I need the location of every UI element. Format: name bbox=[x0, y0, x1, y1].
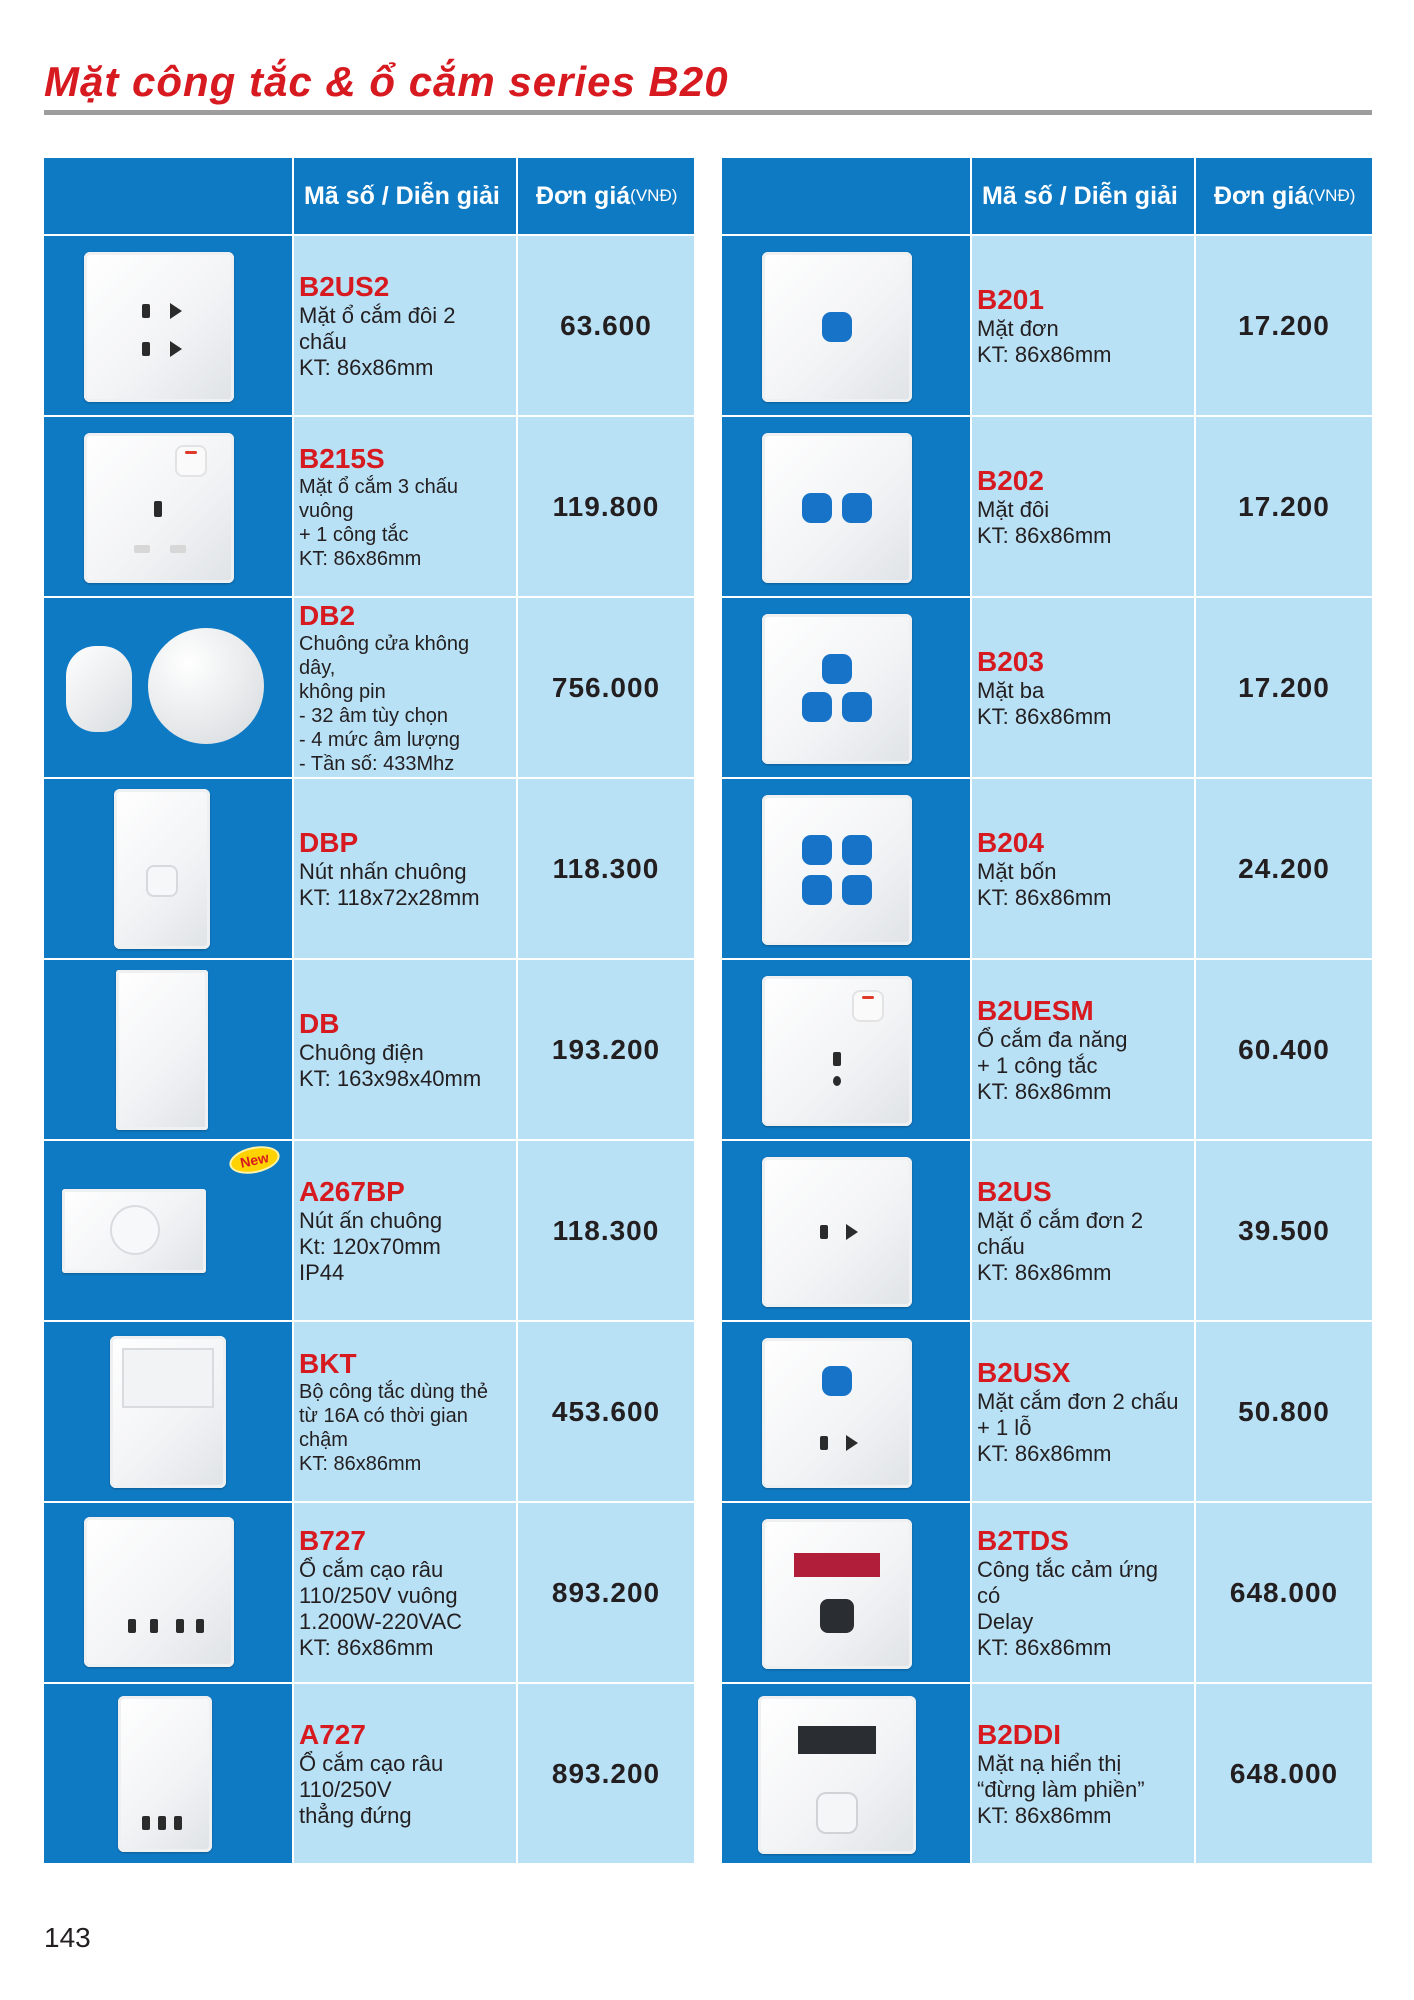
product-image-b2us2 bbox=[44, 236, 292, 415]
product-code: DB2 bbox=[299, 599, 356, 631]
new-badge: New bbox=[229, 1144, 279, 1175]
product-desc: Công tắc cảm ứng có Delay KT: 86x86mm bbox=[977, 1556, 1159, 1660]
product-price: 893.200 bbox=[518, 1503, 694, 1682]
product-price: 118.300 bbox=[518, 1141, 694, 1320]
header-image-column bbox=[44, 158, 292, 234]
product-image-b2uesm bbox=[722, 960, 970, 1139]
table-header bbox=[44, 158, 694, 234]
product-price: 63.600 bbox=[518, 236, 694, 415]
product-code: B203 bbox=[977, 645, 1044, 677]
table-row bbox=[44, 779, 694, 958]
product-desc: Mặt bốn KT: 86x86mm bbox=[977, 858, 1112, 910]
product-image-b727 bbox=[44, 1503, 292, 1682]
product-code: B202 bbox=[977, 464, 1044, 496]
table-row bbox=[722, 1141, 1372, 1320]
product-image-b2usx bbox=[722, 1322, 970, 1501]
product-price: 17.200 bbox=[1196, 598, 1372, 777]
product-image-b203 bbox=[722, 598, 970, 777]
product-image-b2us bbox=[722, 1141, 970, 1320]
table-row bbox=[44, 598, 694, 777]
product-code: B727 bbox=[299, 1524, 366, 1556]
product-price: 893.200 bbox=[518, 1684, 694, 1863]
product-desc: Mặt nạ hiển thị “đừng làm phiền” KT: 86x86mm bbox=[977, 1750, 1145, 1828]
left-price-table bbox=[44, 158, 694, 1863]
product-image-b204 bbox=[722, 779, 970, 958]
product-desc: Ổ cắm cạo râu 110/250V vuông 1.200W-220VAC KT: 86x86mm bbox=[299, 1556, 463, 1660]
product-desc: Mặt ổ cắm đơn 2 chấu KT: 86x86mm bbox=[977, 1207, 1144, 1285]
product-image-b2tds bbox=[722, 1503, 970, 1682]
product-image-db bbox=[44, 960, 292, 1139]
product-price: 119.800 bbox=[518, 417, 694, 596]
product-image-db2 bbox=[44, 598, 292, 777]
product-desc: Mặt ổ cắm 3 chấu vuông + 1 công tắc KT: 86x86mm bbox=[299, 475, 458, 570]
header-desc: Mã số / Diễn giải bbox=[294, 158, 516, 234]
header-currency: (VNĐ) bbox=[630, 186, 678, 205]
product-price: 453.600 bbox=[518, 1322, 694, 1501]
product-code: B2US2 bbox=[299, 270, 390, 302]
product-image-dbp bbox=[44, 779, 292, 958]
product-code: B2UESM bbox=[977, 994, 1094, 1026]
product-code: DBP bbox=[299, 826, 359, 858]
table-row bbox=[722, 779, 1372, 958]
product-desc: Chuông điện KT: 163x98x40mm bbox=[299, 1039, 482, 1091]
product-price: 50.800 bbox=[1196, 1322, 1372, 1501]
product-desc: Bộ công tắc dùng thẻ từ 16A có thời gian chậm KT: 86x86mm bbox=[299, 1380, 489, 1475]
table-row bbox=[722, 417, 1372, 596]
page-number: 143 bbox=[44, 1922, 91, 1953]
table-row bbox=[722, 236, 1372, 415]
product-price: 648.000 bbox=[1196, 1503, 1372, 1682]
table-row bbox=[44, 1684, 694, 1863]
product-code: B2TDS bbox=[977, 1524, 1069, 1556]
product-code: B2USX bbox=[977, 1356, 1071, 1388]
product-desc: Mặt đôi KT: 86x86mm bbox=[977, 496, 1112, 548]
product-image-b215s bbox=[44, 417, 292, 596]
header-price-label: Đơn giá bbox=[536, 181, 631, 210]
product-desc: Mặt cắm đơn 2 chấu + 1 lỗ KT: 86x86mm bbox=[977, 1388, 1179, 1466]
product-code: B204 bbox=[977, 826, 1044, 858]
product-price: 756.000 bbox=[518, 598, 694, 777]
header-price bbox=[518, 158, 694, 234]
product-desc: Mặt ba KT: 86x86mm bbox=[977, 677, 1112, 729]
table-row bbox=[722, 960, 1372, 1139]
header-image-column bbox=[722, 158, 970, 234]
table-row bbox=[44, 1322, 694, 1501]
table-row bbox=[722, 1684, 1372, 1863]
product-price: 24.200 bbox=[1196, 779, 1372, 958]
header-currency: (VNĐ) bbox=[1308, 186, 1356, 205]
product-code: B2DDI bbox=[977, 1718, 1062, 1750]
table-row bbox=[44, 1141, 694, 1320]
table-header bbox=[722, 158, 1372, 234]
product-code: DB bbox=[299, 1007, 340, 1039]
product-desc: Nút ấn chuông Kt: 120x70mm IP44 bbox=[299, 1207, 443, 1285]
table-row bbox=[44, 960, 694, 1139]
product-price: 193.200 bbox=[518, 960, 694, 1139]
product-desc: Mặt ổ cắm đôi 2 chấu KT: 86x86mm bbox=[299, 302, 456, 380]
product-image-a267bp bbox=[44, 1141, 292, 1320]
table-row bbox=[722, 598, 1372, 777]
product-code: A727 bbox=[299, 1718, 366, 1750]
table-row bbox=[722, 1322, 1372, 1501]
product-price: 60.400 bbox=[1196, 960, 1372, 1139]
product-price: 118.300 bbox=[518, 779, 694, 958]
product-desc: Ổ cắm cạo râu 110/250V thẳng đứng bbox=[299, 1750, 444, 1828]
product-image-b201 bbox=[722, 236, 970, 415]
product-image-b202 bbox=[722, 417, 970, 596]
product-code: B215S bbox=[299, 442, 385, 474]
title-divider bbox=[44, 110, 1372, 115]
product-desc: Mặt đơn KT: 86x86mm bbox=[977, 315, 1112, 367]
right-price-table bbox=[722, 158, 1372, 1863]
table-row bbox=[722, 1503, 1372, 1682]
table-row bbox=[44, 1503, 694, 1682]
product-desc: Nút nhấn chuông KT: 118x72x28mm bbox=[299, 858, 480, 910]
header-price-label: Đơn giá bbox=[1214, 181, 1309, 210]
product-price: 17.200 bbox=[1196, 417, 1372, 596]
header-price bbox=[1196, 158, 1372, 234]
page-title: Mặt công tắc & ổ cắm series B20 bbox=[44, 58, 729, 105]
product-desc: Chuông cửa không dây, không pin - 32 âm tùy chọn - 4 mức âm lượng - Tần số: 433Mhz bbox=[299, 632, 470, 775]
product-code: A267BP bbox=[299, 1175, 405, 1207]
product-image-b2ddi bbox=[722, 1684, 970, 1863]
product-desc: Ổ cắm đa năng + 1 công tắc KT: 86x86mm bbox=[977, 1026, 1128, 1104]
product-price: 17.200 bbox=[1196, 236, 1372, 415]
header-desc: Mã số / Diễn giải bbox=[972, 158, 1194, 234]
product-price: 648.000 bbox=[1196, 1684, 1372, 1863]
product-code: B201 bbox=[977, 283, 1044, 315]
product-image-a727 bbox=[44, 1684, 292, 1863]
product-price: 39.500 bbox=[1196, 1141, 1372, 1320]
table-row bbox=[44, 417, 694, 596]
product-code: B2US bbox=[977, 1175, 1052, 1207]
product-code: BKT bbox=[299, 1347, 357, 1379]
table-row bbox=[44, 236, 694, 415]
product-image-bkt bbox=[44, 1322, 292, 1501]
